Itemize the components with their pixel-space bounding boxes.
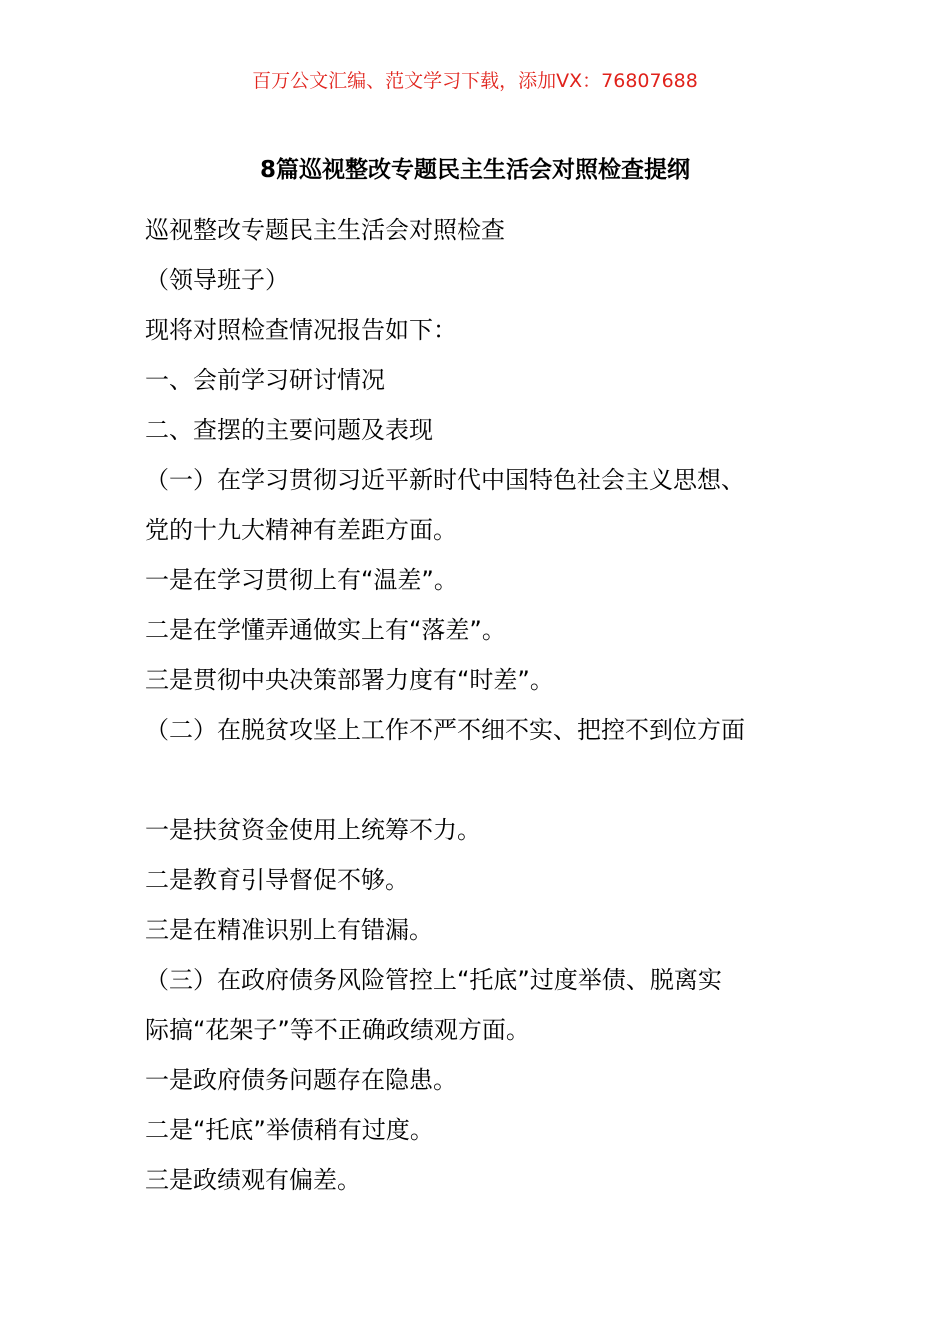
paragraph-line: 二是“托底”举债稍有过度。 (145, 1116, 434, 1144)
paragraph-line: 二是教育引导督促不够。 (145, 866, 409, 894)
header-promo-note: 百万公文汇编、范文学习下载，添加VX：76807688 (252, 70, 698, 92)
subtitle-line: 巡视整改专题民主生活会对照检查 (145, 216, 505, 244)
subsection-heading-3-cont: 际搞“花架子”等不正确政绩观方面。 (145, 1016, 530, 1044)
document-body (145, 205, 825, 1205)
subsection-heading-3: （三）在政府债务风险管控上“托底”过度举债、脱离实 (145, 966, 722, 994)
section-heading-2: 二、查摆的主要问题及表现 (145, 416, 433, 444)
paragraph-line: 一是扶贫资金使用上统筹不力。 (145, 816, 481, 844)
intro-line: 现将对照检查情况报告如下： (145, 316, 457, 344)
paragraph-line: 一是政府债务问题存在隐患。 (145, 1066, 457, 1094)
paragraph-line: 三是政绩观有偏差。 (145, 1166, 361, 1194)
paragraph-line: 一是在学习贯彻上有“温差”。 (145, 566, 458, 594)
section-heading-1: 一、会前学习研讨情况 (145, 366, 385, 394)
blank-line (145, 755, 825, 805)
subsection-heading-2: （二）在脱贫攻坚上工作不严不细不实、把控不到位方面 (145, 716, 745, 744)
paragraph-line: 三是在精准识别上有错漏。 (145, 916, 433, 944)
subsection-heading-1: （一）在学习贯彻习近平新时代中国特色社会主义思想、 (145, 466, 745, 494)
paragraph-line: 二是在学懂弄通做实上有“落差”。 (145, 616, 506, 644)
document-title: 8篇巡视整改专题民主生活会对照检查提纲 (259, 157, 690, 183)
paragraph-line: 三是贯彻中央决策部署力度有“时差”。 (145, 666, 554, 694)
subtitle-scope-line: （领导班子） (145, 266, 289, 294)
subsection-heading-1-cont: 党的十九大精神有差距方面。 (145, 516, 457, 544)
